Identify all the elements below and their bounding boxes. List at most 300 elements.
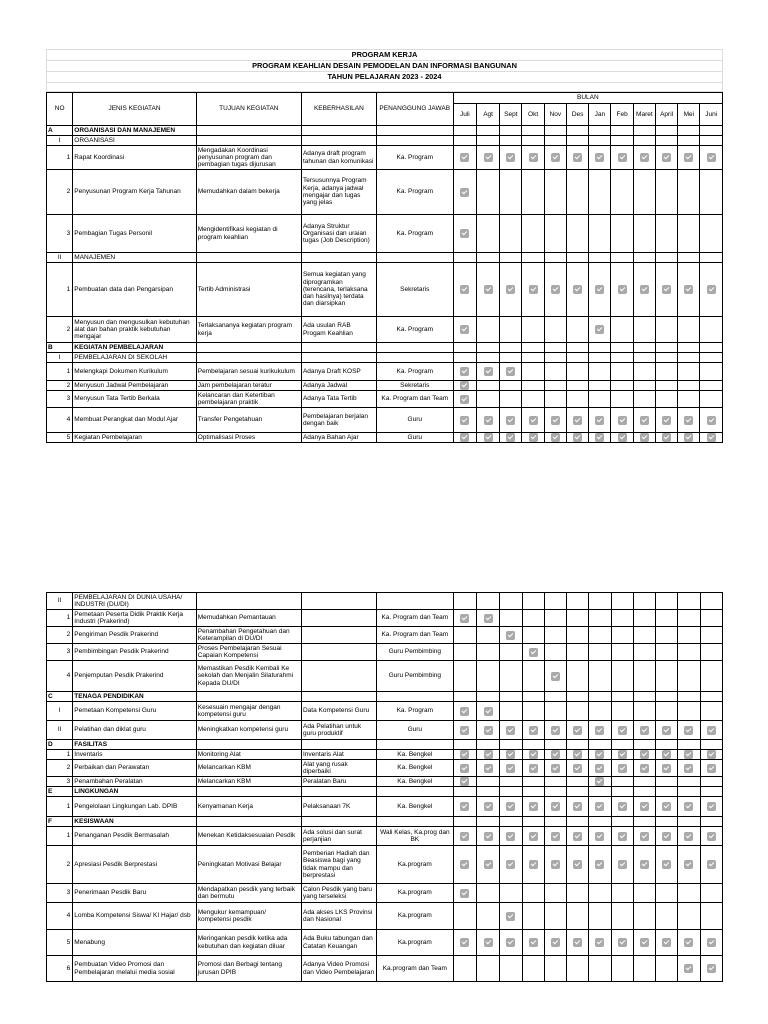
checkbox-checked-icon [684, 764, 693, 773]
activity-success: Adanya Struktur Organisasi dan uraian tugas (Job Description) [301, 215, 376, 253]
checkbox-checked-icon [618, 433, 627, 442]
empty-cell [678, 817, 700, 827]
activity-responsible: Ka.program [376, 884, 453, 903]
checkbox-checked-icon [506, 285, 515, 294]
activity-row [47, 391, 723, 408]
month-cell-juni [700, 750, 722, 760]
month-cell-nov [544, 661, 566, 692]
empty-cell [453, 817, 476, 827]
empty-cell [633, 126, 655, 136]
section-row [47, 817, 723, 827]
empty-cell [500, 740, 522, 750]
month-cell-sept [500, 903, 522, 930]
month-cell-juli [453, 146, 476, 170]
month-cell-okt [522, 750, 544, 760]
checkbox-checked-icon [484, 367, 493, 376]
activity-success [301, 661, 376, 692]
month-cell-okt [522, 170, 544, 215]
month-cell-nov [544, 381, 566, 391]
month-cell-feb [611, 956, 633, 982]
month-cell-mei [678, 391, 700, 408]
activity-row [47, 827, 723, 846]
activity-purpose: Mengidentifikasi kegiatan di program keahlian [196, 215, 301, 253]
empty-cell [500, 253, 522, 263]
month-cell-april [655, 381, 677, 391]
activity-name: Menyusun dan mengusulkan kebutuhan alat dan bahan praktik kebutuhan mengajar [73, 317, 196, 343]
activity-responsible: Ka.program [376, 930, 453, 956]
month-cell-maret [633, 884, 655, 903]
empty-cell [656, 740, 678, 750]
checkbox-checked-icon [618, 938, 627, 947]
empty-cell [678, 692, 700, 702]
month-cell-sept [500, 884, 522, 903]
month-cell-maret [633, 433, 655, 443]
empty-cell [544, 343, 566, 353]
checkbox-checked-icon [573, 764, 582, 773]
month-cell-mei [678, 721, 700, 740]
month-cell-juni [700, 146, 723, 170]
empty-cell [301, 126, 376, 136]
month-cell-juni [700, 777, 722, 787]
checkbox-checked-icon [506, 938, 515, 947]
empty-cell [500, 353, 522, 363]
empty-cell [544, 126, 566, 136]
empty-cell [567, 787, 589, 797]
checkbox-checked-icon [662, 938, 671, 947]
month-cell-april [656, 644, 678, 661]
month-cell-okt [522, 827, 544, 846]
empty-cell [567, 740, 589, 750]
month-cell-agt [476, 317, 499, 343]
empty-cell [700, 343, 723, 353]
col-header-month: Jan [589, 104, 611, 126]
row-number: 5 [47, 433, 73, 443]
month-cell-juni [700, 827, 722, 846]
activity-row [47, 408, 723, 433]
activity-responsible: Ka. Program [376, 702, 453, 721]
month-cell-agt [476, 215, 499, 253]
checkbox-checked-icon [460, 860, 469, 869]
month-cell-maret [633, 846, 655, 884]
activity-name: Rapat Koordinasi [73, 146, 196, 170]
empty-cell [376, 136, 453, 146]
month-cell-okt [522, 760, 544, 777]
month-cell-juli [453, 956, 476, 982]
row-number: 2 [47, 317, 73, 343]
row-number: I [47, 136, 73, 146]
col-header-month: Feb [611, 104, 633, 126]
checkbox-checked-icon [640, 802, 649, 811]
row-number: 3 [47, 215, 73, 253]
empty-cell [453, 593, 476, 610]
month-cell-mei [678, 263, 700, 317]
checkbox-checked-icon [484, 433, 493, 442]
activity-responsible: Guru Pembimbing [376, 661, 453, 692]
month-cell-mei [678, 827, 700, 846]
month-cell-juni [700, 721, 722, 740]
empty-cell [196, 817, 301, 827]
activity-row [47, 433, 723, 443]
empty-cell [500, 136, 522, 146]
row-number: 2 [47, 846, 73, 884]
activity-purpose: Memudahkan dalam bekerja [196, 170, 301, 215]
month-cell-april [656, 930, 678, 956]
empty-cell [196, 692, 301, 702]
checkbox-checked-icon [618, 802, 627, 811]
subsection-label: MANAJEMEN [73, 253, 196, 263]
month-cell-sept [500, 846, 522, 884]
month-cell-feb [611, 146, 633, 170]
month-cell-okt [522, 884, 544, 903]
col-header-month: Maret [633, 104, 655, 126]
empty-cell [522, 126, 544, 136]
month-cell-des [566, 363, 588, 381]
row-number: 2 [47, 760, 73, 777]
activity-responsible: Ka. Program dan Team [376, 627, 453, 644]
month-cell-juni [700, 884, 722, 903]
empty-cell [196, 136, 301, 146]
month-cell-feb [611, 610, 633, 627]
month-cell-maret [633, 760, 655, 777]
month-cell-maret [633, 644, 655, 661]
month-cell-mei [678, 661, 700, 692]
checkbox-checked-icon [684, 802, 693, 811]
month-cell-mei [678, 760, 700, 777]
activity-success: Pemberian Hadiah dan Beasiswa bagi yang tidak mampu dan berprestasi [301, 846, 376, 884]
month-cell-nov [544, 317, 566, 343]
month-cell-juni [700, 903, 722, 930]
month-cell-sept [500, 433, 522, 443]
empty-cell [522, 353, 544, 363]
month-cell-juni [700, 930, 722, 956]
month-cell-okt [522, 263, 544, 317]
col-header-month: Agt [476, 104, 499, 126]
month-cell-agt [477, 846, 500, 884]
month-cell-mei [678, 956, 700, 982]
checkbox-checked-icon [484, 726, 493, 735]
month-cell-feb [611, 263, 633, 317]
month-cell-nov [544, 363, 566, 381]
row-number: II [47, 721, 73, 740]
month-cell-jan [589, 170, 611, 215]
month-cell-agt [476, 170, 499, 215]
checkbox-checked-icon [573, 750, 582, 759]
month-cell-juli [453, 433, 476, 443]
month-cell-sept [500, 215, 522, 253]
checkbox-checked-icon [595, 750, 604, 759]
empty-cell [301, 343, 376, 353]
activity-success: Adanya draft program tahunan dan komunikasi [301, 146, 376, 170]
empty-cell [633, 817, 655, 827]
checkbox-checked-icon [551, 726, 560, 735]
month-cell-juni [700, 956, 722, 982]
checkbox-checked-icon [506, 153, 515, 162]
empty-cell [611, 817, 633, 827]
month-cell-sept [500, 610, 522, 627]
month-cell-jan [589, 777, 611, 787]
month-cell-mei [678, 884, 700, 903]
month-cell-juli [453, 408, 476, 433]
section-row [47, 126, 723, 136]
empty-cell [522, 253, 544, 263]
month-cell-okt [522, 846, 544, 884]
month-cell-mei [678, 170, 700, 215]
empty-cell [633, 253, 655, 263]
month-cell-nov [544, 391, 566, 408]
activity-row [47, 317, 723, 343]
empty-cell [589, 136, 611, 146]
month-cell-april [656, 777, 678, 787]
month-cell-mei [678, 777, 700, 787]
month-cell-agt [476, 433, 499, 443]
month-cell-jan [589, 846, 611, 884]
activity-responsible: Ka. Program [376, 170, 453, 215]
month-cell-nov [544, 610, 566, 627]
month-cell-nov [544, 930, 566, 956]
activity-responsible: Ka. Bengkel [376, 797, 453, 817]
activity-purpose: Mendapatkan pesdik yang terbaik dan bermutu [196, 884, 301, 903]
checkbox-checked-icon [551, 750, 560, 759]
month-cell-maret [633, 215, 655, 253]
activity-name: Menyusun Jadwal Pembelajaran [73, 381, 196, 391]
month-cell-jan [589, 661, 611, 692]
month-cell-jan [589, 760, 611, 777]
subsection-row [47, 253, 723, 263]
row-number: 1 [47, 263, 73, 317]
month-cell-nov [544, 750, 566, 760]
activity-row [47, 930, 723, 956]
activity-name: Pelatihan dan diklat guru [73, 721, 196, 740]
month-cell-okt [522, 903, 544, 930]
activity-purpose: Memastikan Pesdik Kembali Ke sekolah dan Menjalin Silaturahmi Kepada DU/DI [196, 661, 301, 692]
empty-cell [589, 353, 611, 363]
activity-name: Perbaikan dan Perawatan [73, 760, 196, 777]
month-cell-mei [678, 797, 700, 817]
checkbox-checked-icon [684, 726, 693, 735]
month-cell-april [656, 610, 678, 627]
month-cell-juni [700, 846, 722, 884]
month-cell-sept [500, 827, 522, 846]
month-cell-juli [453, 215, 476, 253]
empty-cell [196, 343, 301, 353]
empty-cell [567, 692, 589, 702]
empty-cell [566, 126, 588, 136]
activity-row [47, 750, 723, 760]
empty-cell [544, 692, 566, 702]
checkbox-checked-icon [460, 188, 469, 197]
empty-cell [589, 343, 611, 353]
checkbox-checked-icon [618, 832, 627, 841]
col-header-month: Des [566, 104, 588, 126]
checkbox-checked-icon [595, 416, 604, 425]
empty-cell [633, 353, 655, 363]
empty-cell [196, 787, 301, 797]
activity-name: Penambahan Peralatan [73, 777, 196, 787]
checkbox-checked-icon [484, 416, 493, 425]
empty-cell [522, 787, 544, 797]
month-cell-agt [477, 661, 500, 692]
section-row [47, 692, 723, 702]
month-cell-april [656, 750, 678, 760]
row-number: F [47, 817, 73, 827]
checkbox-checked-icon [506, 802, 515, 811]
activity-row [47, 721, 723, 740]
activity-purpose: Melancarkan KBM [196, 760, 301, 777]
section-row [47, 740, 723, 750]
month-cell-nov [544, 215, 566, 253]
activity-responsible: Ka. Program dan Team [376, 391, 453, 408]
checkbox-checked-icon [640, 750, 649, 759]
month-cell-agt [476, 363, 499, 381]
activity-purpose: Melancarkan KBM [196, 777, 301, 787]
month-cell-juli [453, 760, 476, 777]
activity-purpose: Terlaksananya kegiatan program kerja [196, 317, 301, 343]
col-header-penanggung-jawab: PENANGGUNG JAWAB [376, 93, 453, 126]
empty-cell [544, 817, 566, 827]
activity-responsible: Ka. Bengkel [376, 750, 453, 760]
month-cell-jan [589, 903, 611, 930]
month-cell-okt [522, 408, 544, 433]
month-cell-april [655, 391, 677, 408]
empty-cell [522, 593, 544, 610]
month-cell-maret [633, 661, 655, 692]
empty-cell [477, 787, 500, 797]
empty-cell [656, 593, 678, 610]
checkbox-checked-icon [595, 325, 604, 334]
activity-responsible: Ka. Program dan Team [376, 610, 453, 627]
month-cell-sept [500, 317, 522, 343]
empty-cell [655, 126, 677, 136]
month-cell-juli [453, 627, 476, 644]
empty-cell [567, 593, 589, 610]
month-cell-maret [633, 930, 655, 956]
empty-cell [544, 593, 566, 610]
month-cell-des [567, 930, 589, 956]
blank-row [47, 83, 723, 92]
checkbox-checked-icon [707, 764, 716, 773]
month-cell-feb [611, 846, 633, 884]
empty-cell [476, 136, 499, 146]
activity-name: Pemetaan Kompetensi Guru [73, 702, 196, 721]
checkbox-checked-icon [460, 726, 469, 735]
month-cell-agt [477, 627, 500, 644]
col-header-month: Nov [544, 104, 566, 126]
checkbox-checked-icon [573, 153, 582, 162]
checkbox-checked-icon [707, 750, 716, 759]
col-header-jenis: JENIS KEGIATAN [73, 93, 196, 126]
month-cell-mei [678, 381, 700, 391]
activity-name: Penanganan Pesdik Bermasalah [73, 827, 196, 846]
checkbox-checked-icon [460, 433, 469, 442]
empty-cell [301, 692, 376, 702]
checkbox-checked-icon [573, 416, 582, 425]
section-label: KESISWAAN [73, 817, 196, 827]
month-cell-juni [700, 610, 722, 627]
checkbox-checked-icon [529, 648, 538, 657]
empty-cell [196, 593, 301, 610]
month-cell-april [656, 956, 678, 982]
checkbox-checked-icon [506, 367, 515, 376]
subsection-label: PEMBELAJARAN DI DUNIA USAHA/ INDUSTRI (DU/DI) [73, 593, 196, 610]
activity-name: Pengelolaan Lingkungan Lab. DPIB [73, 797, 196, 817]
col-header-month: Juni [700, 104, 723, 126]
empty-cell [633, 593, 655, 610]
doc-subtitle: PROGRAM KEAHLIAN DESAIN PEMODELAN DAN INFORMASI BANGUNAN [47, 61, 723, 72]
empty-cell [477, 740, 500, 750]
checkbox-checked-icon [529, 938, 538, 947]
checkbox-checked-icon [551, 860, 560, 869]
month-cell-mei [678, 433, 700, 443]
checkbox-checked-icon [573, 802, 582, 811]
checkbox-checked-icon [595, 726, 604, 735]
page-sheet-2 [46, 592, 723, 982]
month-cell-feb [611, 433, 633, 443]
activity-name: Penerimaan Pesdik Baru [73, 884, 196, 903]
empty-cell [500, 787, 522, 797]
month-cell-nov [544, 644, 566, 661]
month-cell-mei [678, 644, 700, 661]
checkbox-checked-icon [551, 672, 560, 681]
month-cell-feb [611, 644, 633, 661]
month-cell-des [566, 391, 588, 408]
checkbox-checked-icon [707, 802, 716, 811]
work-program-table-continued [46, 592, 723, 982]
checkbox-checked-icon [506, 631, 515, 640]
empty-cell [611, 593, 633, 610]
empty-cell [301, 817, 376, 827]
document-title-block [46, 49, 723, 92]
month-cell-jan [589, 644, 611, 661]
month-cell-maret [633, 146, 655, 170]
empty-cell [611, 787, 633, 797]
month-cell-des [566, 170, 588, 215]
empty-cell [656, 787, 678, 797]
month-cell-maret [633, 827, 655, 846]
empty-cell [522, 740, 544, 750]
activity-responsible: Sekretaris [376, 381, 453, 391]
month-cell-sept [500, 797, 522, 817]
checkbox-checked-icon [460, 764, 469, 773]
row-number: 1 [47, 146, 73, 170]
activity-name: Pengiriman Pesdik Prakerind [73, 627, 196, 644]
checkbox-checked-icon [529, 416, 538, 425]
empty-cell [376, 126, 453, 136]
checkbox-checked-icon [551, 764, 560, 773]
month-cell-okt [522, 146, 544, 170]
empty-cell [376, 787, 453, 797]
activity-purpose: Pembelajaran sesuai kurikukulum [196, 363, 301, 381]
activity-success: Ada solusi dan surat perjanjian [301, 827, 376, 846]
row-number: 4 [47, 903, 73, 930]
activity-purpose: Mengukur kemampuan/ kompetensi pesdik [196, 903, 301, 930]
month-cell-agt [477, 956, 500, 982]
month-cell-feb [611, 884, 633, 903]
empty-cell [544, 253, 566, 263]
empty-cell [678, 126, 700, 136]
month-cell-nov [544, 433, 566, 443]
section-label: KEGIATAN PEMBELAJARAN [73, 343, 196, 353]
month-cell-agt [476, 263, 499, 317]
month-cell-mei [678, 930, 700, 956]
activity-responsible: Ka. Program [376, 317, 453, 343]
checkbox-checked-icon [484, 938, 493, 947]
month-cell-okt [522, 363, 544, 381]
activity-row [47, 903, 723, 930]
month-cell-nov [544, 903, 566, 930]
checkbox-checked-icon [460, 707, 469, 716]
row-number: 6 [47, 956, 73, 982]
col-header-tujuan: TUJUAN KEGIATAN [196, 93, 301, 126]
